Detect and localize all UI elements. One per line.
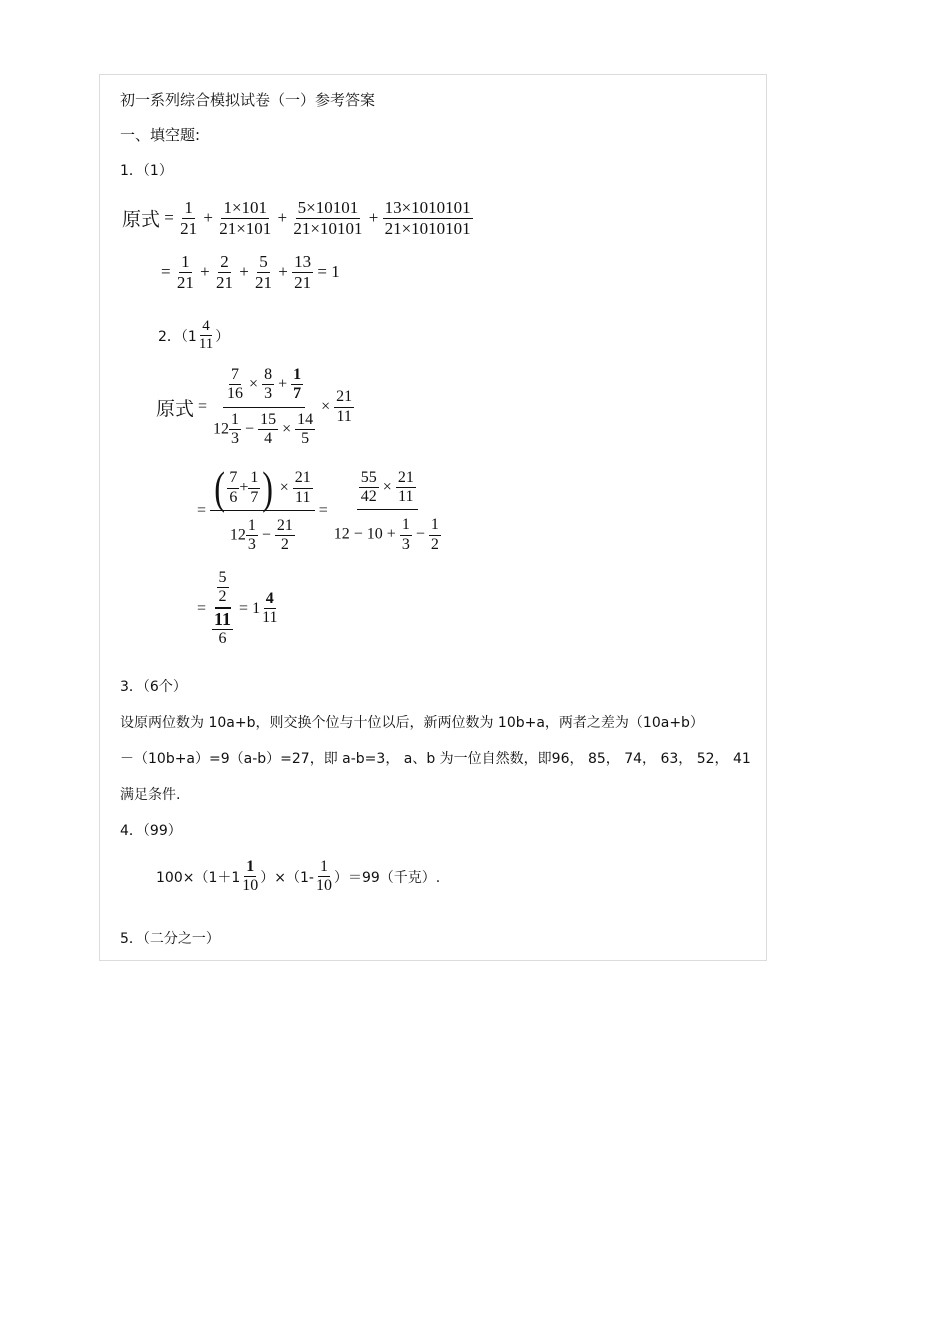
- q1-label: 1．（1）: [120, 163, 173, 179]
- q2-step-3: = $\frac{\frac{5}{2}}{\frac{11}{6}}$ = 1 $\frac{4}{11}$: [197, 569, 278, 648]
- q2-lead: 原式: [156, 398, 195, 420]
- q2-compound-fraction: ( $\frac{7}{6}$ + $\frac{1}{7}$ ) × $\frac{21}{11}$ 12 $\frac{1}{3}$ − $\frac{21}{2}$: [210, 468, 315, 555]
- q4-label: 4．（99）: [120, 823, 182, 839]
- q2-step-2: = ( $\frac{7}{6}$ + $\frac{1}{7}$ ) × $\frac{21}{11}$ 12 $\frac{1}{3}$ − $\frac{21}{2}$ = $\frac{55}{42}$ × $\frac{21}{11}$ 12 − 10 + $\frac{1}{3}$ − $\frac{1}{2}$: [197, 468, 443, 555]
- q2-result: 1 $\frac{4}{11}$: [252, 590, 278, 627]
- q1-fraction: $\frac{5}{21}$: [255, 252, 273, 292]
- q1-equation-line-1: 原式 = $\frac{1}{21}$ + $\frac{1\times 101}{21\times 101}$ + $\frac{5\times 10101}{21\times 10101}$ + $\frac{13\times 1010101}{21\times 1010101}$: [122, 198, 471, 238]
- q1-fraction: $\frac{1}{21}$: [180, 198, 198, 238]
- q1-equation-line-2: = $\frac{1}{21}$ + $\frac{2}{21}$ + $\frac{5}{21}$ + $\frac{13}{21}$ = 1: [161, 252, 340, 292]
- section-heading: 一、填空题:: [120, 126, 201, 144]
- q1-lead: 原式: [122, 209, 161, 231]
- q1-result: 1: [331, 262, 340, 282]
- q2-compound-fraction: $\frac{55}{42}$ × $\frac{21}{11}$ 12 − 10 + $\frac{1}{3}$ − $\frac{1}{2}$: [333, 468, 439, 553]
- q1-fraction: $\frac{1}{21}$: [176, 252, 194, 292]
- q1-fraction: $\frac{13}{21}$: [294, 252, 312, 292]
- q2-compound-fraction: $\frac{\frac{5}{2}}{\frac{11}{6}}$: [214, 569, 232, 648]
- q2-step-1: 原式 = $\frac{7}{16}$ × $\frac{8}{3}$ + $\frac{1}{7}$ 12 $\frac{1}{3}$ − $\frac{15}{4}$ × $\frac{14}{5}$ × $\frac{21}{11}$: [156, 366, 353, 448]
- document-title: 初一系列综合模拟试卷（一）参考答案: [120, 91, 376, 109]
- q2-label: 2．（1 $\frac{4}{11}$ ）: [158, 318, 230, 353]
- q1-fraction: $\frac{2}{21}$: [215, 252, 233, 292]
- q3-label: 3．（6个）: [120, 679, 187, 695]
- q5-label: 5．（二分之一）: [120, 931, 220, 947]
- q3-explanation-line-1: 设原两位数为 10a+b，则交换个位与十位以后，新两位数为 10b+a，两者之差为（10a+b）: [120, 715, 704, 731]
- q1-fraction: $\frac{13\times 1010101}{21\times 1010101}$: [384, 198, 471, 238]
- q3-explanation-line-3: 满足条件.: [120, 787, 181, 803]
- q4-equation: 100×（1＋1 $\frac{1}{10}$ ）×（1- $\frac{1}{10}$ ）＝99（千克）.: [156, 858, 441, 895]
- q3-explanation-line-2: －（10b+a）=9（a-b）=27，即 a-b=3， a、b 为一位自然数，即96， 85， 74， 63， 52， 41: [120, 751, 751, 767]
- q2-compound-fraction: $\frac{7}{16}$ × $\frac{8}{3}$ + $\frac{1}{7}$ 12 $\frac{1}{3}$ − $\frac{15}{4}$ × $\frac{14}{5}$: [213, 366, 314, 448]
- q1-fraction: $\frac{1\times 101}{21\times 101}$: [219, 198, 272, 238]
- q1-fraction: $\frac{5\times 10101}{21\times 10101}$: [293, 198, 363, 238]
